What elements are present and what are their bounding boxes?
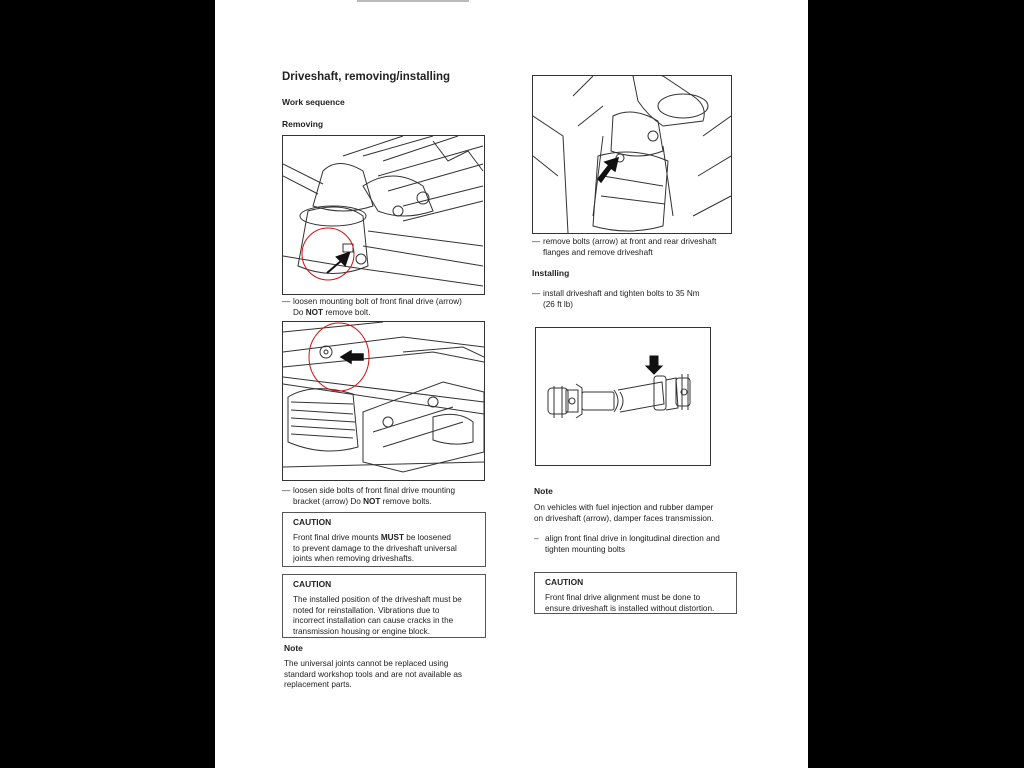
- caution-title: CAUTION: [293, 579, 332, 589]
- note-heading: Note: [284, 643, 303, 653]
- figure-mounting-bracket: [282, 321, 485, 481]
- mounting-bracket-illustration: [283, 322, 484, 480]
- note-text-damper: On vehicles with fuel injection and rubber damper on driveshaft (arrow), damper faces transmission.: [534, 503, 714, 523]
- caution-box-installed-position: [282, 574, 486, 638]
- removing-heading: Removing: [282, 119, 324, 129]
- figure-driveshaft-flange: [532, 75, 732, 234]
- installing-heading: Installing: [532, 268, 570, 278]
- caution-text: Front final drive alignment must be done to ensure driveshaft is installed without distortion.: [545, 593, 715, 613]
- driveshaft-flange-illustration: [533, 76, 731, 233]
- arrow-icon: [327, 253, 349, 273]
- caution-box-alignment: [534, 572, 737, 614]
- caution-text: Front final drive mounts MUST be loosened to prevent damage to the driveshaft universal joints when removing driveshafts.: [293, 533, 457, 563]
- caution-title: CAUTION: [545, 577, 584, 587]
- align-step: – align front final drive in longitudinal direction and tighten mounting bolts: [534, 534, 720, 554]
- fig3-caption: — remove bolts (arrow) at front and rear driveshaft flanges and remove driveshaft: [532, 237, 717, 257]
- caution-text: The installed position of the driveshaft must be noted for reinstallation. Vibrations due to incorrect installation can cause cracks in the transmission housing or engine block.: [293, 595, 462, 636]
- caution-title: CAUTION: [293, 517, 332, 527]
- figure-driveshaft-damper: [535, 327, 711, 466]
- manual-page: [215, 0, 808, 768]
- driveshaft-damper-illustration: [536, 328, 710, 465]
- scan-artifact: [357, 0, 469, 2]
- caution-box-mounts: [282, 512, 486, 567]
- fig2-caption: — loosen side bolts of front final drive mounting bracket (arrow) Do NOT remove bolts.: [282, 486, 456, 506]
- final-drive-mount-illustration: [283, 136, 484, 294]
- note-heading: Note: [534, 486, 553, 496]
- arrow-icon: [646, 356, 662, 374]
- fig1-caption: — loosen mounting bolt of front final drive (arrow) Do NOT remove bolt.: [282, 297, 462, 317]
- note-text-universal-joints: The universal joints cannot be replaced using standard workshop tools and are not available as replacement parts.: [284, 659, 462, 689]
- install-step: — install driveshaft and tighten bolts to 35 Nm (26 ft lb): [532, 289, 700, 309]
- page-title: Driveshaft, removing/installing: [282, 71, 451, 83]
- figure-final-drive-mount: [282, 135, 485, 295]
- work-sequence-heading: Work sequence: [282, 97, 345, 107]
